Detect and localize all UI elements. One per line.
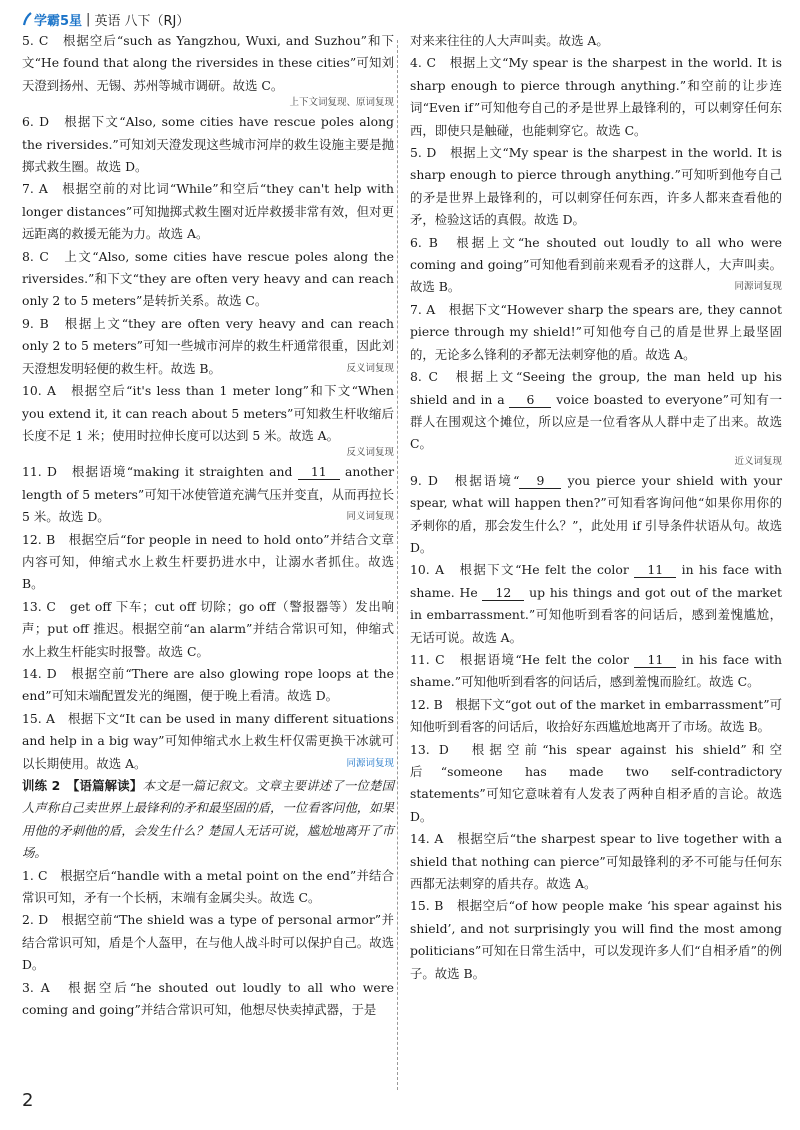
answer-item: 7. A 根据空前的对比词“While”和空后“they can't help with longer distances”可知抛掷式救生圈对近岸救援非常有效，但对更远距离的救援无能为力。故选 A。 [22,181,394,242]
summary-text: 本文是一篇记叙文。文章主要讲述了一位楚国人声称自己卖世界上最锋利的矛和最坚固的盾，一位看客问他，如果用他的矛刺他的盾，会发生什么？楚国人无话可说，尴尬地离开了市场。 [22,778,395,861]
reuse-tag: 上下文词复现、原词复现 [289,97,394,109]
blank-number: 11 [634,563,676,578]
answer-item [410,559,782,649]
answer-text: another length of 5 meters”可知干冰使管道充满气压并变直，从而再拉长 5 米。故选 D。 [22,464,395,525]
answer-text: voice boasted to everyone”可知有一群人在围观这个摊位，所以应是一位看客从人群中走了出来。故选 C。 [410,391,782,452]
answer-text: 10. A 根据下文“He felt the color [410,562,635,578]
answer-item: 12. B 根据空后“for people in need to hold onto”并结合文章内容可知，伸缩式水上救生杆要扔进水中，让溺水者抓住。故选 B。 [22,531,394,592]
answer-item: 7. A 根据下文“However sharp the spears are, they cannot pierce through my shield!”可知他夸自己的盾是世界上最坚固的，无论多么锋利的矛都无法刺穿他的盾。故选 A。 [410,301,782,362]
answer-item: 14. A 根据空后“the sharpest spear to live together with a shield that nothing can pierce”可知最锋利的矛不可能与任何东西都无法刺穿的盾共存。故选 A。 [410,831,782,892]
answer-item: 5. D 根据上文“My spear is the sharpest in the world. It is sharp enough to pierce through anything.”可知听到他夸自己的矛是世界上最锋利的，可以刺穿任何东西，许多人都来查看他的矛，检验这话的真假。故选 D。 [410,145,782,228]
answer-text: up his things and got out of the market in embarrassment.”可知他听到看客的问话后，感到羞愧尴尬，无话可说。故选 A。 [410,584,782,645]
page-number: 2 [22,1090,34,1111]
answer-text: in his face with shame.”可知他听到看客的问话后，感到羞愧而脸红。故选 C。 [410,651,783,690]
answer-item [22,461,394,528]
answer-item [410,470,782,560]
header-separator: | [86,11,91,27]
reuse-tag: 同义词复现 [346,511,394,523]
answer-item: 15. B 根据空后“of how people make ‘his spear against his shield’, and not surprisingly you will find the most among politicians”可知在日常生活中，可以发现许多人们“自相矛盾”的例子。故选 B。 [410,898,782,981]
answer-text: 9. B 根据上文“they are often very heavy and can reach only 2 to 5 meters”可知一些城市河岸的救生杆通常很重，因此刘天澄想发明轻便的救生杆。故选 B。 [22,315,394,376]
answer-text: 9. D 根据语境“ [410,472,520,488]
answer-item [410,232,782,299]
answer-item [22,708,394,775]
answer-item [410,366,782,456]
answer-item: 10. A 根据空后“it's less than 1 meter long”和下文“When you extend it, it can reach about 5 meters”可知救生杆收缩后长度不足 1 米；使用时拉伸长度可以达到 5 米。故选 A。 [22,383,394,443]
answer-text: you pierce your shield with your spear, what will happen then?”可知看客询问他“如果你用你的矛刺你的盾，那会发生什么？”，此处用 if 引导条件状语从句。故选 D。 [410,472,783,555]
passage-summary [22,775,394,865]
answer-text: 11. D 根据语境“making it straighten and [22,464,298,480]
brand-mark-icon [22,12,32,26]
answer-text: 15. A 根据下文“It can be used in many different situations and help in a big way”可知伸缩式水上救生杆仅需更换干冰就可以长期使用。故选 A。 [22,710,394,771]
answer-item [410,649,782,694]
answer-item: 6. D 根据下文“Also, some cities have rescue poles along the riversides.”可知刘天澄发现这些城市河岸的救生设施主要是抛掷式救生圈。故选 D。 [22,114,394,175]
page-header [22,8,189,30]
answer-item: 13. C get off 下车；cut off 切除；go off（警报器等）发出响声；put off 推迟。根据空前“an alarm”并结合常识可知，伸缩式水上救生杆能实时报警。故选 C。 [22,598,394,659]
answer-text: 11. C 根据语境“He felt the color [410,651,635,667]
answer-item: 1. C 根据空后“handle with a metal point on the end”并结合常识可知，矛有一个长柄，末端有金属尖头。故选 C。 [22,867,394,906]
answer-item: 12. B 根据下文“got out of the market in embarrassment”可知他听到看客的问话后，收拾好东西尴尬地离开了市场。故选 B。 [410,696,782,735]
reuse-tag: 反义词复现 [346,362,394,374]
answer-item: 2. D 根据空前“The shield was a type of personal armor”并结合常识可知，盾是个人盔甲，在与他人战斗时可以保护自己。故选 D。 [22,912,394,973]
reuse-tag: 同源词复现 [346,757,394,769]
answer-item: 4. C 根据上文“My spear is the sharpest in the world. It is sharp enough to pierce through anything.”和空前的让步连词“Even if”可知他夸自己的矛是世界上最锋利的，可以刺穿任何东西，即使只是触碰，也能刺穿它。故选 C。 [410,55,782,138]
reuse-tag: 同源词复现 [734,281,782,293]
answer-item: 14. D 根据空前“There are also glowing rope loops at the end”可知末端配置发光的绳圈，便于晚上看清。故选 D。 [22,665,394,704]
left-column [22,30,394,1021]
answer-item [22,313,394,380]
blank-number: 9 [519,474,561,489]
header-grade: 八下（RJ） [124,13,190,29]
header-subject: 英语 [94,13,121,29]
brand-logo [22,10,82,29]
answer-text: in his face with shame. He [410,562,783,600]
brand-name: 学霸5星 [34,13,83,29]
right-column [410,30,782,985]
answer-item: 8. C 上文“Also, some cities have rescue poles along the riversides.”和下文“they are often very heavy and can reach only 2 to 5 meters”是转折关系。故选 C。 [22,248,394,309]
reuse-tag: 反义词复现 [346,447,394,459]
answer-item: 5. C 根据空后“such as Yangzhou, Wuxi, and Suzhou”和下文“He found that along the riversides in these cities”可知刘天澄到扬州、无锡、苏州等城市调研。故选 C。 [22,33,394,93]
answer-item: 3. A 根据空后“he shouted out loudly to all who were coming and going”并结合常识可知，他想尽快卖掉武器，于是 [22,979,394,1018]
column-divider [397,40,398,1090]
blank-number: 6 [509,393,551,408]
reuse-tag: 近义词复现 [734,455,782,467]
blank-number: 12 [482,586,524,601]
summary-label: 训练 2 【语篇解读】 [22,778,143,793]
answer-text: 6. B 根据上文“he shouted out loudly to all who were coming and going”可知他看到前来观看矛的这群人，大声叫卖。故选 B。 [410,234,782,295]
answer-item: 对来来往往的人大声叫卖。故选 A。 [410,33,609,48]
answer-item: 13. D 根据空前“his spear against his shield”和空后“someone has made two self-contradictory statements”可知它意味着有人发表了两种自相矛盾的言论。故选 D。 [410,741,782,824]
blank-number: 11 [634,653,676,668]
answer-text: 8. C 根据上文“Seeing the group, the man held up his shield and in a [410,369,782,407]
blank-number: 11 [298,465,340,480]
